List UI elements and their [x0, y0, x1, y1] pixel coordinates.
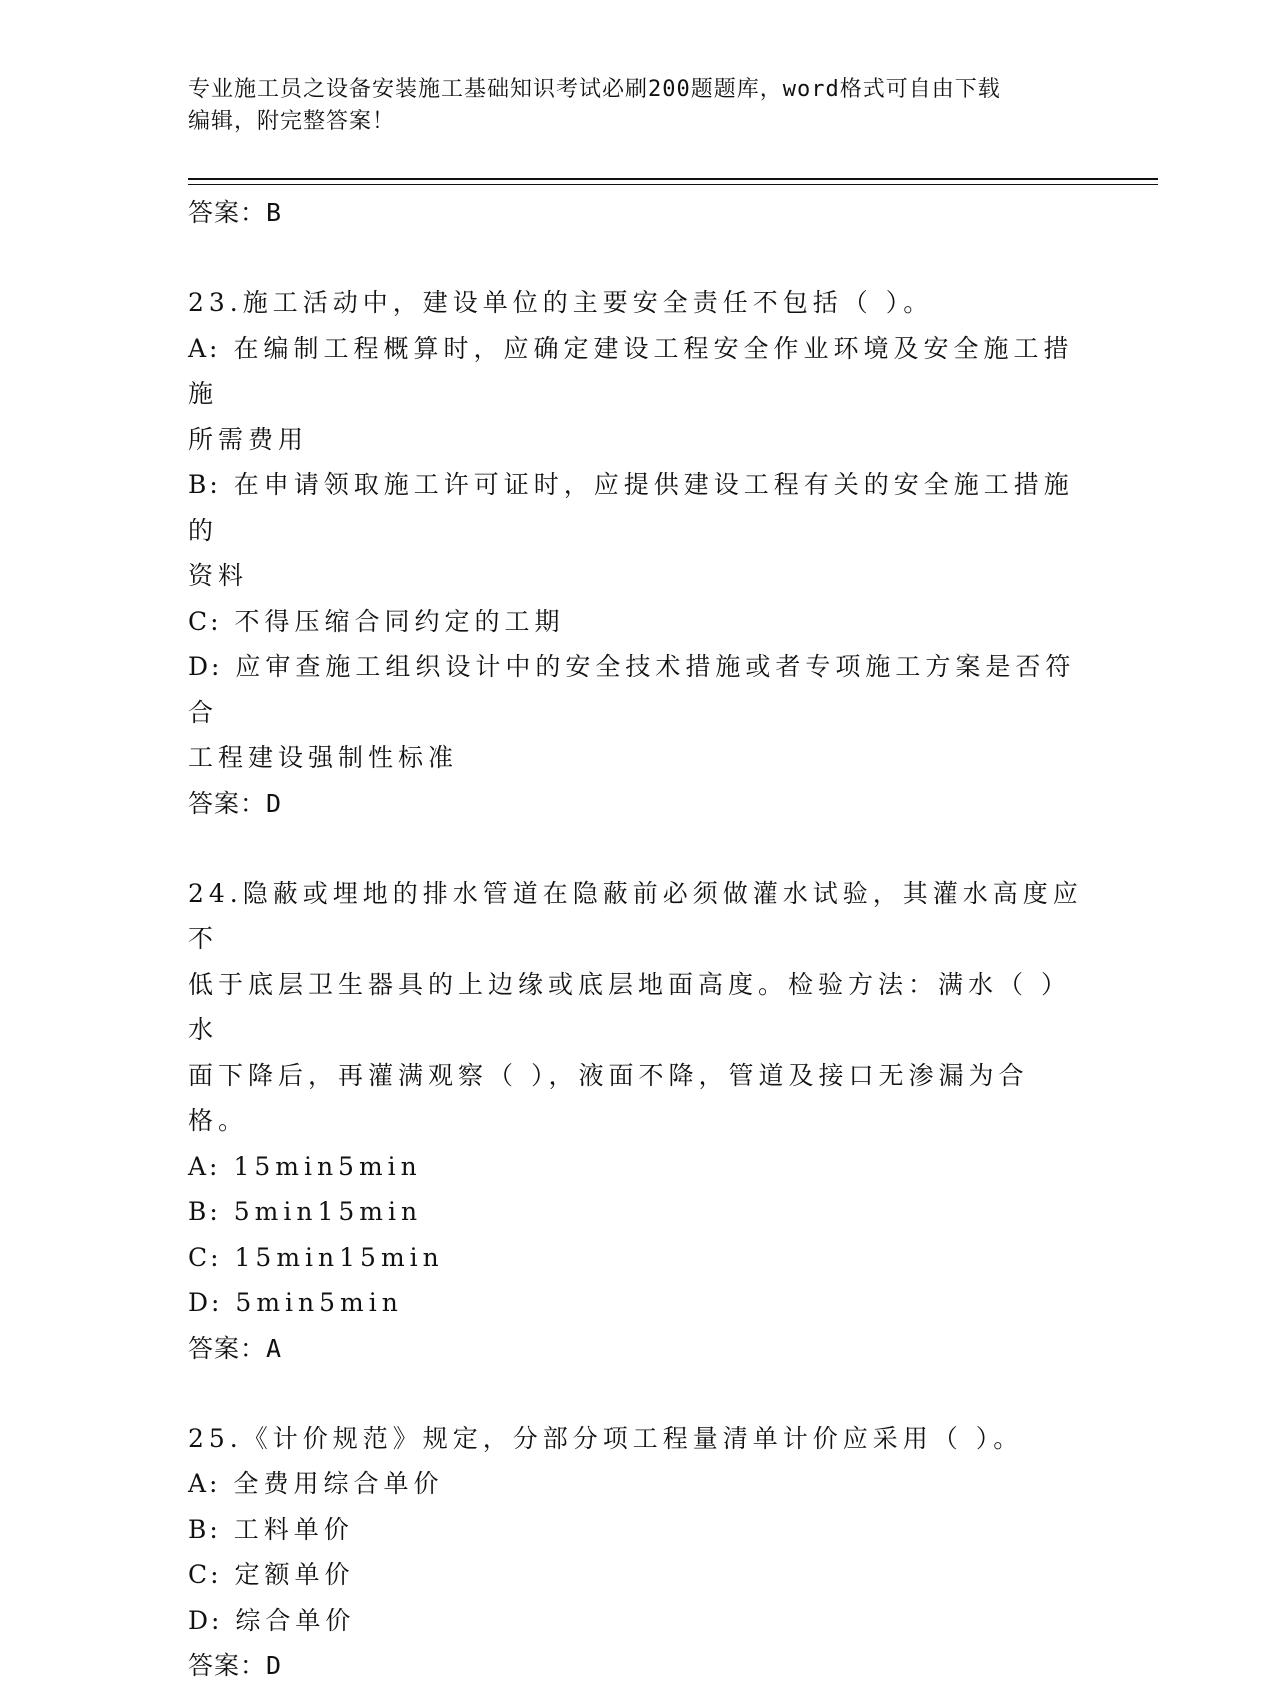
document-body: [188, 190, 1088, 1689]
option-c: [188, 1235, 1088, 1281]
option-d: [188, 1280, 1088, 1326]
option-a-cont: 所需费用: [188, 417, 1088, 463]
option-c: [188, 1552, 1088, 1598]
question-23: [188, 280, 1088, 827]
option-c: [188, 599, 1088, 645]
question-stem: 23.施工活动中，建设单位的主要安全责任不包括（ ）。: [188, 280, 1088, 326]
header-line-1: 专业施工员之设备安装施工基础知识考试必刷200题题库，word格式可自由下载: [188, 74, 1088, 106]
option-text: 5min5min: [235, 1288, 402, 1317]
answer-label: 答案：B: [188, 190, 1088, 236]
option-text: 15min5min: [233, 1152, 421, 1181]
option-letter: A:: [188, 1152, 220, 1181]
option-d-cont: 工程建设强制性标准: [188, 735, 1088, 781]
option-text: 全费用综合单价: [233, 1469, 443, 1498]
option-letter: D:: [188, 1288, 222, 1317]
option-b: [188, 462, 1088, 553]
question-stem: 25.《计价规范》规定，分部分项工程量清单计价应采用（ ）。: [188, 1416, 1088, 1462]
option-b-cont: 资料: [188, 553, 1088, 599]
option-a: [188, 1461, 1088, 1507]
option-text: 工料单价: [234, 1515, 354, 1544]
answer-label: 答案：D: [188, 781, 1088, 827]
option-letter: A:: [188, 334, 220, 363]
option-d: [188, 1598, 1088, 1644]
question-24: [188, 871, 1088, 1372]
option-text: 5min15min: [234, 1197, 422, 1226]
option-letter: B:: [188, 1515, 221, 1544]
header-rule: [188, 178, 1158, 185]
option-letter: C:: [188, 607, 222, 636]
page-header: [188, 74, 1088, 138]
question-stem: 24.隐蔽或埋地的排水管道在隐蔽前必须做灌水试验，其灌水高度应不: [188, 871, 1088, 962]
option-letter: C:: [188, 1243, 222, 1272]
question-stem-cont: 低于底层卫生器具的上边缘或底层地面高度。检验方法：满水（ ）水: [188, 962, 1088, 1053]
option-b: [188, 1507, 1088, 1553]
option-text: 在编制工程概算时，应确定建设工程安全作业环境及安全施工措施: [188, 334, 1073, 409]
option-b: [188, 1189, 1088, 1235]
option-letter: D:: [188, 1606, 222, 1635]
option-letter: B:: [188, 1197, 221, 1226]
option-a: [188, 326, 1088, 417]
option-text: 综合单价: [235, 1606, 355, 1635]
option-letter: D:: [188, 652, 222, 681]
option-text: 不得压缩合同约定的工期: [235, 607, 565, 636]
option-letter: C:: [188, 1560, 222, 1589]
option-letter: A:: [188, 1469, 220, 1498]
option-text: 定额单价: [235, 1560, 355, 1589]
option-d: [188, 644, 1088, 735]
option-text: 15min15min: [235, 1243, 444, 1272]
answer-label: 答案：D: [188, 1643, 1088, 1689]
header-line-2: 编辑，附完整答案！: [188, 106, 1088, 138]
answer-label: 答案：A: [188, 1326, 1088, 1372]
option-a: [188, 1144, 1088, 1190]
question-25: [188, 1416, 1088, 1689]
option-text: 应审查施工组织设计中的安全技术措施或者专项施工方案是否符合: [188, 652, 1075, 727]
question-stem-cont: 面下降后，再灌满观察（ ），液面不降，管道及接口无渗漏为合格。: [188, 1053, 1088, 1144]
option-letter: B:: [188, 470, 221, 499]
option-text: 在申请领取施工许可证时，应提供建设工程有关的安全施工措施的: [188, 470, 1074, 545]
